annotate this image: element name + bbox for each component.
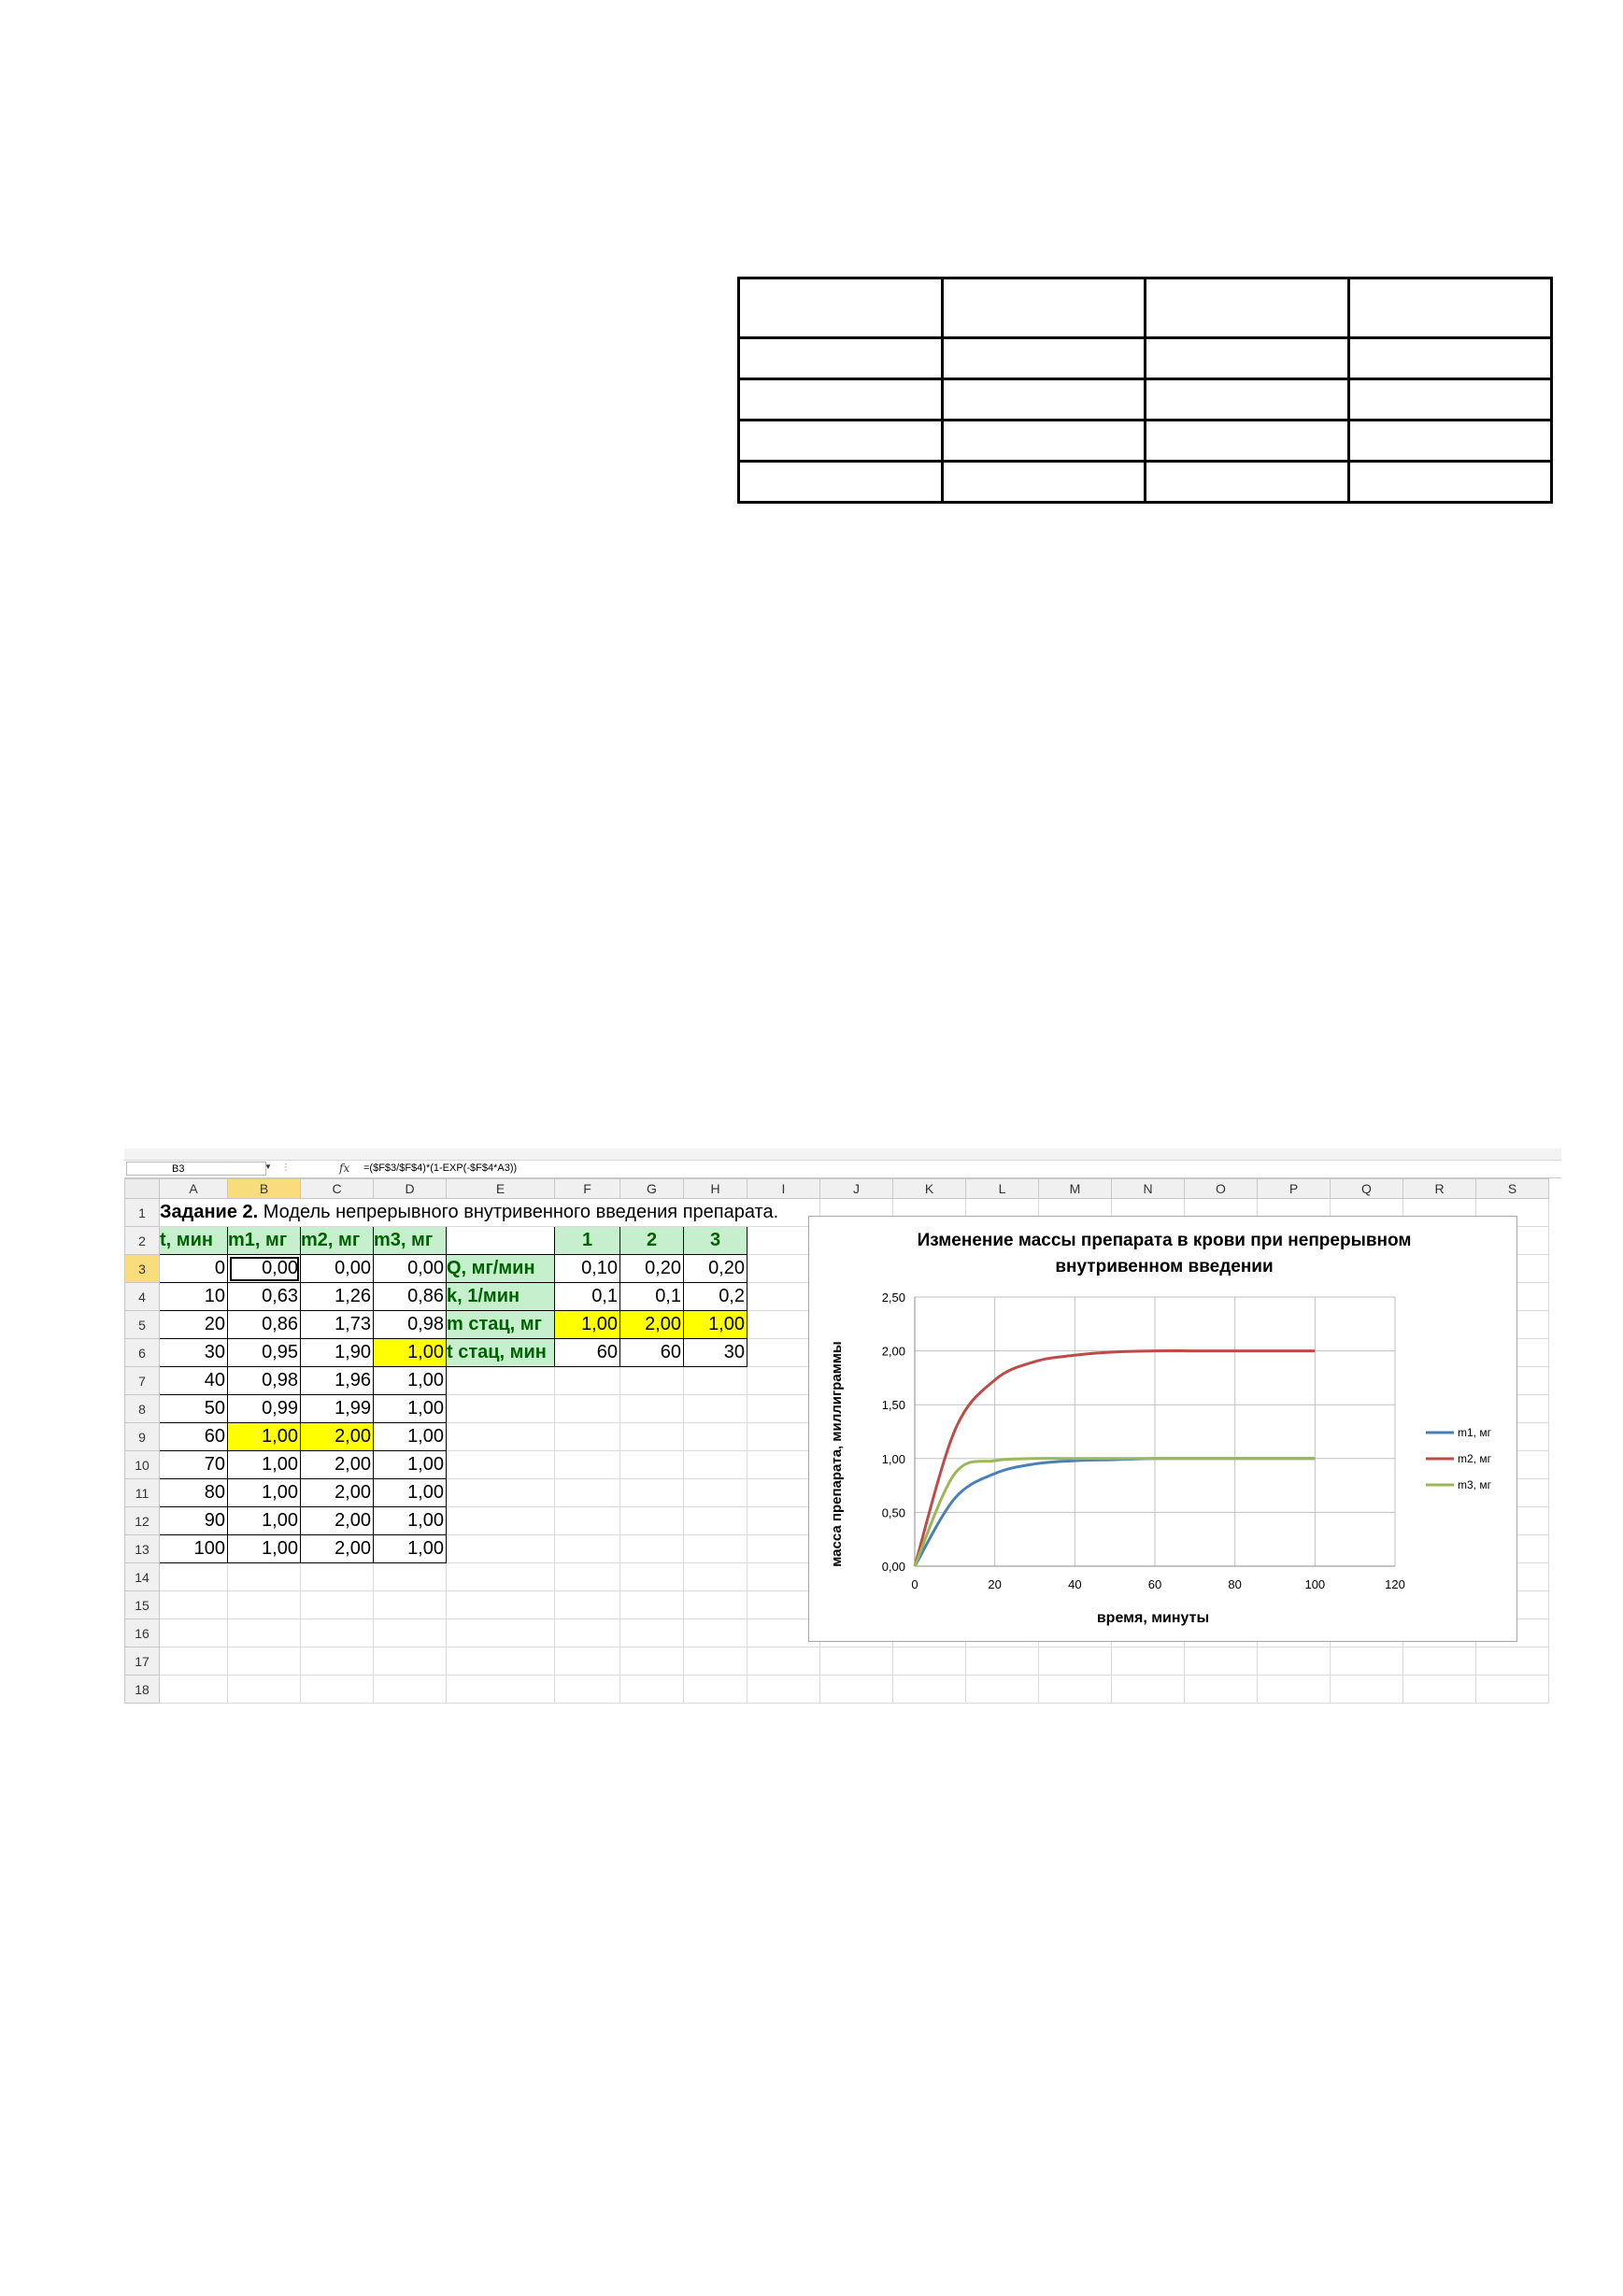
row-header-2[interactable]: 2 bbox=[125, 1227, 160, 1255]
column-header-l[interactable]: L bbox=[966, 1179, 1039, 1199]
cell[interactable] bbox=[620, 1647, 684, 1676]
mass-cell[interactable]: 0,86 bbox=[374, 1283, 447, 1311]
row-header-18[interactable]: 18 bbox=[125, 1676, 160, 1704]
formula-bar-separator: ⋮ bbox=[281, 1162, 291, 1173]
mass-cell[interactable]: 0,98 bbox=[374, 1311, 447, 1339]
line-chart[interactable] bbox=[808, 1216, 1517, 1642]
y-tick-label: 0,00 bbox=[881, 1560, 905, 1574]
time-cell[interactable]: 70 bbox=[160, 1451, 228, 1479]
task-title-text: Модель непрерывного внутривенного введения препарата. bbox=[258, 1202, 779, 1222]
cell[interactable] bbox=[160, 1563, 228, 1591]
time-cell[interactable]: 30 bbox=[160, 1339, 228, 1367]
column-header-c[interactable]: C bbox=[301, 1179, 374, 1199]
legend-label-2: m2, мг bbox=[1458, 1452, 1491, 1465]
cell[interactable] bbox=[684, 1367, 747, 1395]
cell[interactable] bbox=[447, 1227, 555, 1255]
cell[interactable] bbox=[447, 1367, 555, 1395]
x-axis-label: время, минуты bbox=[1096, 1610, 1210, 1626]
cell[interactable] bbox=[228, 1619, 301, 1647]
cell[interactable] bbox=[374, 1676, 447, 1704]
cell[interactable] bbox=[1185, 1676, 1258, 1704]
cell[interactable] bbox=[160, 1676, 228, 1704]
table-cell bbox=[1348, 421, 1552, 462]
cell[interactable] bbox=[555, 1507, 620, 1535]
param-value-cell[interactable]: 0,10 bbox=[555, 1255, 620, 1283]
param-value-cell[interactable]: 0,2 bbox=[684, 1283, 747, 1311]
chevron-down-icon[interactable]: ▼ bbox=[264, 1162, 272, 1171]
param-label-cell[interactable]: m стац, мг bbox=[447, 1311, 555, 1339]
cell[interactable] bbox=[555, 1619, 620, 1647]
cell[interactable] bbox=[447, 1451, 555, 1479]
mass-cell[interactable]: 1,00 bbox=[374, 1395, 447, 1423]
cell[interactable] bbox=[684, 1619, 747, 1647]
column-header-j[interactable]: J bbox=[820, 1179, 893, 1199]
table-cell bbox=[942, 462, 1146, 503]
table-cell bbox=[1146, 421, 1349, 462]
table-cell bbox=[1348, 462, 1552, 503]
mass-cell[interactable]: 1,00 bbox=[374, 1367, 447, 1395]
cell[interactable] bbox=[1403, 1647, 1476, 1676]
cell[interactable] bbox=[1112, 1676, 1185, 1704]
cell[interactable] bbox=[555, 1479, 620, 1507]
cell[interactable] bbox=[820, 1676, 893, 1704]
table-cell bbox=[739, 379, 943, 421]
row-header-4[interactable]: 4 bbox=[125, 1283, 160, 1311]
table-cell bbox=[739, 338, 943, 379]
chart-title-line1: Изменение массы препарата в крови при непрерывном bbox=[917, 1231, 1412, 1250]
row-header-5[interactable]: 5 bbox=[125, 1311, 160, 1339]
x-tick-label: 100 bbox=[1304, 1577, 1326, 1591]
mass-cell[interactable]: 1,00 bbox=[374, 1535, 447, 1563]
param-value-cell[interactable]: 60 bbox=[620, 1339, 684, 1367]
mass-cell[interactable]: 0,00 bbox=[228, 1255, 301, 1283]
cell[interactable] bbox=[1258, 1676, 1331, 1704]
cell[interactable] bbox=[374, 1647, 447, 1676]
table-cell bbox=[739, 278, 943, 338]
table-header-cell[interactable]: t, мин bbox=[160, 1227, 228, 1255]
mass-cell[interactable]: 1,00 bbox=[374, 1339, 447, 1367]
select-all-corner[interactable] bbox=[125, 1179, 160, 1199]
cell[interactable] bbox=[684, 1676, 747, 1704]
cell[interactable] bbox=[228, 1647, 301, 1676]
x-tick-label: 80 bbox=[1228, 1577, 1242, 1591]
mass-cell[interactable]: 1,00 bbox=[228, 1479, 301, 1507]
param-value-cell[interactable]: 1,00 bbox=[684, 1311, 747, 1339]
y-tick-label: 2,50 bbox=[881, 1291, 905, 1305]
column-header-a[interactable]: A bbox=[160, 1179, 228, 1199]
column-header-s[interactable]: S bbox=[1476, 1179, 1549, 1199]
cell[interactable] bbox=[747, 1676, 820, 1704]
mass-cell[interactable]: 1,00 bbox=[228, 1451, 301, 1479]
mass-cell[interactable]: 1,00 bbox=[374, 1479, 447, 1507]
param-header-cell[interactable]: 2 bbox=[620, 1227, 684, 1255]
table-cell bbox=[942, 338, 1146, 379]
formula-bar bbox=[124, 1161, 1561, 1178]
cell[interactable] bbox=[684, 1395, 747, 1423]
row-header-10[interactable]: 10 bbox=[125, 1451, 160, 1479]
chart-title-line2: внутривенном введении bbox=[1055, 1257, 1274, 1276]
row-header-12[interactable]: 12 bbox=[125, 1507, 160, 1535]
param-value-cell[interactable]: 0,1 bbox=[555, 1283, 620, 1311]
row-header-16[interactable]: 16 bbox=[125, 1619, 160, 1647]
row-header-13[interactable]: 13 bbox=[125, 1535, 160, 1563]
task-title-bold: Задание 2. bbox=[160, 1202, 259, 1222]
param-value-cell[interactable]: 60 bbox=[555, 1339, 620, 1367]
cell[interactable] bbox=[447, 1676, 555, 1704]
mass-cell[interactable]: 0,00 bbox=[301, 1255, 374, 1283]
sheet-row bbox=[125, 1676, 1549, 1704]
param-header-cell[interactable]: 3 bbox=[684, 1227, 747, 1255]
cell[interactable] bbox=[620, 1451, 684, 1479]
cell[interactable] bbox=[966, 1647, 1039, 1676]
mass-cell[interactable]: 0,63 bbox=[228, 1283, 301, 1311]
table-cell bbox=[1146, 462, 1349, 503]
cell[interactable] bbox=[555, 1647, 620, 1676]
cell[interactable] bbox=[684, 1479, 747, 1507]
cell[interactable] bbox=[747, 1647, 820, 1676]
column-header-m[interactable]: M bbox=[1039, 1179, 1112, 1199]
cell[interactable] bbox=[555, 1591, 620, 1619]
y-tick-label: 2,00 bbox=[881, 1344, 905, 1359]
column-header-e[interactable]: E bbox=[447, 1179, 555, 1199]
param-label-cell[interactable]: k, 1/мин bbox=[447, 1283, 555, 1311]
cell[interactable] bbox=[966, 1676, 1039, 1704]
time-cell[interactable]: 90 bbox=[160, 1507, 228, 1535]
cell[interactable] bbox=[447, 1535, 555, 1563]
column-header-g[interactable]: G bbox=[620, 1179, 684, 1199]
legend-label-1: m1, мг bbox=[1458, 1426, 1491, 1439]
cell[interactable] bbox=[684, 1535, 747, 1563]
cell[interactable] bbox=[684, 1647, 747, 1676]
column-header-q[interactable]: Q bbox=[1331, 1179, 1403, 1199]
column-header-d[interactable]: D bbox=[374, 1179, 447, 1199]
cell[interactable] bbox=[228, 1591, 301, 1619]
formula-input[interactable]: =($F$3/$F$4)*(1-EXP(-$F$4*A3)) bbox=[363, 1162, 518, 1174]
cell[interactable] bbox=[1476, 1647, 1549, 1676]
cell[interactable] bbox=[228, 1676, 301, 1704]
column-header-b[interactable]: B bbox=[228, 1179, 301, 1199]
mass-cell[interactable]: 0,98 bbox=[228, 1367, 301, 1395]
cell[interactable] bbox=[620, 1535, 684, 1563]
cell[interactable] bbox=[1403, 1676, 1476, 1704]
mass-cell[interactable]: 1,00 bbox=[374, 1423, 447, 1451]
mass-cell[interactable]: 0,00 bbox=[374, 1255, 447, 1283]
row-header-1[interactable]: 1 bbox=[125, 1199, 160, 1227]
mass-cell[interactable]: 2,00 bbox=[301, 1535, 374, 1563]
cell[interactable] bbox=[893, 1676, 966, 1704]
cell[interactable] bbox=[1258, 1647, 1331, 1676]
mass-cell[interactable]: 0,95 bbox=[228, 1339, 301, 1367]
cell[interactable] bbox=[620, 1563, 684, 1591]
param-label-cell[interactable]: t стац, мин bbox=[447, 1339, 555, 1367]
mass-cell[interactable]: 2,00 bbox=[301, 1451, 374, 1479]
y-axis-label: масса препарата, миллиграммы bbox=[829, 1341, 845, 1567]
cell[interactable] bbox=[160, 1591, 228, 1619]
cell[interactable] bbox=[301, 1676, 374, 1704]
table-header-cell[interactable]: m3, мг bbox=[374, 1227, 447, 1255]
table-cell bbox=[942, 421, 1146, 462]
param-header-cell[interactable]: 1 bbox=[555, 1227, 620, 1255]
mass-cell[interactable]: 1,00 bbox=[374, 1451, 447, 1479]
table-cell bbox=[1348, 278, 1552, 338]
mass-cell[interactable]: 2,00 bbox=[301, 1423, 374, 1451]
table-cell bbox=[1348, 338, 1552, 379]
cell[interactable] bbox=[620, 1423, 684, 1451]
cell[interactable] bbox=[1331, 1676, 1403, 1704]
time-cell[interactable]: 60 bbox=[160, 1423, 228, 1451]
table-cell bbox=[942, 379, 1146, 421]
row-header-17[interactable]: 17 bbox=[125, 1647, 160, 1676]
time-cell[interactable]: 80 bbox=[160, 1479, 228, 1507]
row-header-7[interactable]: 7 bbox=[125, 1367, 160, 1395]
cell[interactable] bbox=[374, 1619, 447, 1647]
param-value-cell[interactable]: 0,20 bbox=[620, 1255, 684, 1283]
cell[interactable] bbox=[160, 1619, 228, 1647]
y-tick-label: 1,00 bbox=[881, 1451, 905, 1466]
x-tick-label: 40 bbox=[1068, 1577, 1082, 1591]
param-value-cell[interactable]: 0,1 bbox=[620, 1283, 684, 1311]
param-value-cell[interactable]: 0,20 bbox=[684, 1255, 747, 1283]
time-cell[interactable]: 100 bbox=[160, 1535, 228, 1563]
cell[interactable] bbox=[447, 1591, 555, 1619]
time-cell[interactable]: 40 bbox=[160, 1367, 228, 1395]
x-tick-label: 0 bbox=[911, 1577, 918, 1591]
cell[interactable] bbox=[447, 1563, 555, 1591]
y-tick-label: 1,50 bbox=[881, 1398, 905, 1413]
row-header-9[interactable]: 9 bbox=[125, 1423, 160, 1451]
mass-cell[interactable]: 1,73 bbox=[301, 1311, 374, 1339]
cell[interactable] bbox=[301, 1563, 374, 1591]
ribbon-strip bbox=[124, 1148, 1561, 1161]
cell[interactable] bbox=[1039, 1647, 1112, 1676]
column-header-p[interactable]: P bbox=[1258, 1179, 1331, 1199]
cell[interactable] bbox=[893, 1647, 966, 1676]
cell[interactable] bbox=[620, 1591, 684, 1619]
name-box[interactable]: B3 bbox=[126, 1162, 266, 1176]
row-header-3[interactable]: 3 bbox=[125, 1255, 160, 1283]
column-header-h[interactable]: H bbox=[684, 1179, 747, 1199]
param-label-cell[interactable]: Q, мг/мин bbox=[447, 1255, 555, 1283]
cell[interactable] bbox=[447, 1423, 555, 1451]
cell[interactable] bbox=[1039, 1676, 1112, 1704]
table-cell bbox=[1348, 379, 1552, 421]
cell[interactable] bbox=[1476, 1676, 1549, 1704]
cell[interactable] bbox=[1112, 1647, 1185, 1676]
cell[interactable] bbox=[447, 1619, 555, 1647]
cell[interactable] bbox=[555, 1535, 620, 1563]
cell[interactable] bbox=[620, 1367, 684, 1395]
cell[interactable] bbox=[684, 1563, 747, 1591]
cell[interactable] bbox=[447, 1479, 555, 1507]
row-header-14[interactable]: 14 bbox=[125, 1563, 160, 1591]
cell[interactable] bbox=[555, 1395, 620, 1423]
cell[interactable] bbox=[374, 1563, 447, 1591]
table-cell bbox=[1146, 379, 1349, 421]
param-value-cell[interactable]: 30 bbox=[684, 1339, 747, 1367]
x-tick-label: 120 bbox=[1385, 1577, 1405, 1591]
column-header-i[interactable]: I bbox=[747, 1179, 820, 1199]
cell[interactable] bbox=[301, 1619, 374, 1647]
mass-cell[interactable]: 0,99 bbox=[228, 1395, 301, 1423]
time-cell[interactable]: 50 bbox=[160, 1395, 228, 1423]
cell[interactable] bbox=[820, 1647, 893, 1676]
column-header-k[interactable]: K bbox=[893, 1179, 966, 1199]
cell[interactable] bbox=[684, 1507, 747, 1535]
time-cell[interactable]: 10 bbox=[160, 1283, 228, 1311]
mass-cell[interactable]: 1,00 bbox=[374, 1507, 447, 1535]
cell[interactable] bbox=[684, 1423, 747, 1451]
sheet-row bbox=[125, 1647, 1549, 1676]
cell[interactable] bbox=[620, 1619, 684, 1647]
cell[interactable] bbox=[620, 1507, 684, 1535]
cell[interactable] bbox=[620, 1479, 684, 1507]
cell[interactable] bbox=[1185, 1647, 1258, 1676]
x-tick-label: 60 bbox=[1147, 1577, 1162, 1591]
empty-table bbox=[737, 277, 1553, 504]
cell[interactable] bbox=[447, 1395, 555, 1423]
column-header-n[interactable]: N bbox=[1112, 1179, 1185, 1199]
cell[interactable] bbox=[620, 1676, 684, 1704]
table-cell bbox=[942, 278, 1146, 338]
cell[interactable] bbox=[555, 1676, 620, 1704]
column-header-o[interactable]: O bbox=[1185, 1179, 1258, 1199]
column-header-f[interactable]: F bbox=[555, 1179, 620, 1199]
row-header-15[interactable]: 15 bbox=[125, 1591, 160, 1619]
cell[interactable] bbox=[555, 1423, 620, 1451]
cell[interactable] bbox=[684, 1591, 747, 1619]
time-cell[interactable]: 20 bbox=[160, 1311, 228, 1339]
task-title-cell[interactable] bbox=[160, 1199, 820, 1227]
mass-cell[interactable]: 1,00 bbox=[228, 1507, 301, 1535]
x-tick-label: 20 bbox=[988, 1577, 1002, 1591]
cell[interactable] bbox=[555, 1367, 620, 1395]
row-header-6[interactable]: 6 bbox=[125, 1339, 160, 1367]
mass-cell[interactable]: 1,99 bbox=[301, 1395, 374, 1423]
column-header-r[interactable]: R bbox=[1403, 1179, 1476, 1199]
row-header-8[interactable]: 8 bbox=[125, 1395, 160, 1423]
cell[interactable] bbox=[447, 1647, 555, 1676]
table-header-cell[interactable]: m2, мг bbox=[301, 1227, 374, 1255]
legend-label-3: m3, мг bbox=[1458, 1478, 1491, 1491]
y-tick-label: 0,50 bbox=[881, 1505, 905, 1520]
table-cell bbox=[739, 462, 943, 503]
time-cell[interactable]: 0 bbox=[160, 1255, 228, 1283]
cell[interactable] bbox=[555, 1451, 620, 1479]
param-value-cell[interactable]: 1,00 bbox=[555, 1311, 620, 1339]
table-cell bbox=[1146, 278, 1349, 338]
mass-cell[interactable]: 1,90 bbox=[301, 1339, 374, 1367]
mass-cell[interactable]: 2,00 bbox=[301, 1479, 374, 1507]
table-cell bbox=[739, 421, 943, 462]
cell[interactable] bbox=[1331, 1647, 1403, 1676]
mass-cell[interactable]: 1,00 bbox=[228, 1423, 301, 1451]
cell[interactable] bbox=[301, 1591, 374, 1619]
mass-cell[interactable]: 2,00 bbox=[301, 1507, 374, 1535]
param-value-cell[interactable]: 2,00 bbox=[620, 1311, 684, 1339]
cell[interactable] bbox=[620, 1395, 684, 1423]
cell[interactable] bbox=[160, 1647, 228, 1676]
table-cell bbox=[1146, 338, 1349, 379]
cell[interactable] bbox=[684, 1451, 747, 1479]
cell[interactable] bbox=[374, 1591, 447, 1619]
mass-cell[interactable]: 1,00 bbox=[228, 1535, 301, 1563]
table-header-cell[interactable]: m1, мг bbox=[228, 1227, 301, 1255]
row-header-11[interactable]: 11 bbox=[125, 1479, 160, 1507]
cell[interactable] bbox=[228, 1563, 301, 1591]
function-icon[interactable]: fx bbox=[339, 1162, 350, 1175]
mass-cell[interactable]: 0,86 bbox=[228, 1311, 301, 1339]
cell[interactable] bbox=[301, 1647, 374, 1676]
mass-cell[interactable]: 1,26 bbox=[301, 1283, 374, 1311]
cell[interactable] bbox=[447, 1507, 555, 1535]
mass-cell[interactable]: 1,96 bbox=[301, 1367, 374, 1395]
cell[interactable] bbox=[555, 1563, 620, 1591]
